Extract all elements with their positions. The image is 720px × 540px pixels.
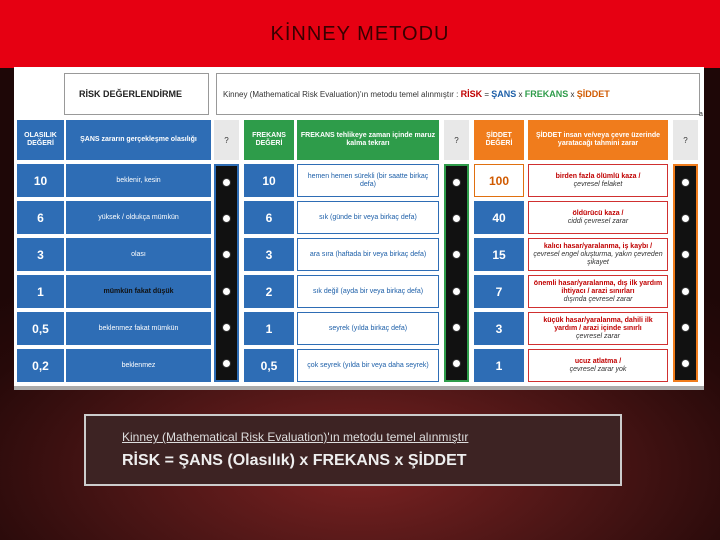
- siddet-value: [474, 164, 524, 197]
- olasilik-value: 1: [17, 275, 64, 308]
- siddet-sub: çevresel felaket: [573, 180, 623, 188]
- frekans-value: 10: [244, 164, 294, 197]
- radio-dot-icon[interactable]: [452, 359, 461, 368]
- siddet-value: 40: [474, 201, 524, 234]
- formula-note-box: [84, 414, 622, 486]
- col-sans-question: ?: [214, 120, 239, 160]
- frekans-value: 6: [244, 201, 294, 234]
- kinney-table-image: [14, 67, 704, 390]
- col-frekans-header: FREKANS tehlikeye zaman içinde maruz kalma tekrarı: [297, 120, 439, 160]
- title-bar: [0, 0, 720, 68]
- radio-dot-icon[interactable]: [452, 250, 461, 259]
- frekans-radio-dots: [444, 164, 469, 382]
- olasilik-value: 0,2: [17, 349, 64, 382]
- sans-text: beklenir, kesin: [66, 164, 211, 197]
- siddet-value-number: 100: [488, 173, 510, 188]
- formula-frekans: FREKANS: [524, 89, 569, 99]
- radio-dot-icon[interactable]: [681, 250, 690, 259]
- col-frekans-value-header: FREKANS DEĞERİ: [244, 120, 294, 160]
- col-frekans-question: ?: [444, 120, 469, 160]
- col-siddet-header: ŞİDDET insan ve/veya çevre üzerinde yaratacağı tahmini zarar: [528, 120, 668, 160]
- radio-dot-icon[interactable]: [452, 287, 461, 296]
- sans-text: beklenmez fakat mümkün: [66, 312, 211, 345]
- radio-dot-icon[interactable]: [681, 214, 690, 223]
- frekans-text: ara sıra (haftada bir veya birkaç defa): [297, 238, 439, 271]
- kinney-prefix: Kinney (Mathematical Risk Evaluation)'ın metodu temel alınmıştır :: [223, 89, 459, 99]
- siddet-value: 7: [474, 275, 524, 308]
- radio-dot-icon[interactable]: [681, 323, 690, 332]
- frekans-value: 3: [244, 238, 294, 271]
- frekans-text: sık (günde bir veya birkaç defa): [297, 201, 439, 234]
- radio-dot-icon[interactable]: [222, 178, 231, 187]
- siddet-text: [528, 238, 668, 271]
- col-olasilik-header: OLASILIK DEĞERİ: [17, 120, 64, 160]
- radio-dot-icon[interactable]: [681, 178, 690, 187]
- siddet-main: öldürücü kaza /: [572, 209, 624, 217]
- siddet-text: [528, 349, 668, 382]
- risk-assessment-label: RİSK DEĞERLENDİRME: [64, 73, 209, 115]
- formula-risk: RİSK: [460, 89, 483, 99]
- siddet-value: 1: [474, 349, 524, 382]
- formula-eq: =: [484, 89, 490, 99]
- siddet-main: ucuz atlatma /: [574, 357, 622, 365]
- formula-x2: x: [570, 89, 575, 99]
- olasilik-value: 6: [17, 201, 64, 234]
- formula-sans: ŞANS: [491, 89, 517, 99]
- col-siddet-question: ?: [673, 120, 698, 160]
- frekans-value: 1: [244, 312, 294, 345]
- olasilik-value: 3: [17, 238, 64, 271]
- siddet-sub: çevresel engel oluşturma, yakın çevreden şikayet: [533, 250, 663, 266]
- corner-mark: a: [699, 110, 703, 118]
- note-line-formula: RİSK = ŞANS (Olasılık) x FREKANS x ŞİDDET: [122, 452, 467, 469]
- frekans-text: hemen hemen sürekli (bir saatte birkaç defa): [297, 164, 439, 197]
- siddet-sub: çevresel zarar yok: [569, 365, 627, 373]
- formula-siddet: ŞİDDET: [576, 89, 610, 99]
- frekans-text: sık değil (ayda bir veya birkaç defa): [297, 275, 439, 308]
- siddet-main: önemli hasar/yaralanma, dış ilk yardım ihtiyacı / arazi sınırları: [533, 279, 663, 295]
- radio-dot-icon[interactable]: [452, 178, 461, 187]
- formula-x1: x: [518, 89, 523, 99]
- radio-dot-icon[interactable]: [452, 214, 461, 223]
- radio-dot-icon[interactable]: [681, 287, 690, 296]
- siddet-sub: ciddi çevresel zarar: [567, 217, 629, 225]
- radio-dot-icon[interactable]: [222, 250, 231, 259]
- siddet-text: [528, 201, 668, 234]
- frekans-text: seyrek (yılda birkaç defa): [297, 312, 439, 345]
- sans-text: yüksek / oldukça mümkün: [66, 201, 211, 234]
- olasilik-value: 0,5: [17, 312, 64, 345]
- frekans-text: çok seyrek (yılda bir veya daha seyrek): [297, 349, 439, 382]
- sans-text: olası: [66, 238, 211, 271]
- sans-text: mümkün fakat düşük: [66, 275, 211, 308]
- sans-radio-dots: [214, 164, 239, 382]
- siddet-sub: çevresel zarar: [576, 332, 620, 340]
- siddet-radio-dots: [673, 164, 698, 382]
- sans-text: beklenmez: [66, 349, 211, 382]
- radio-dot-icon[interactable]: [681, 359, 690, 368]
- siddet-text: [528, 164, 668, 197]
- radio-dot-icon[interactable]: [452, 323, 461, 332]
- siddet-main: kalıcı hasar/yaralanma, iş kaybı /: [543, 242, 653, 250]
- radio-dot-icon[interactable]: [222, 359, 231, 368]
- page-title: KİNNEY METODU: [270, 22, 450, 45]
- siddet-sub: dışında çevresel zarar: [563, 295, 633, 303]
- siddet-value: 3: [474, 312, 524, 345]
- col-sans-header: ŞANS zararın gerçekleşme olasılığı: [66, 120, 211, 160]
- note-line-kinney: Kinney (Mathematical Risk Evaluation)'ın metodu temel alınmıştır: [122, 430, 469, 444]
- radio-dot-icon[interactable]: [222, 214, 231, 223]
- siddet-text: [528, 312, 668, 345]
- siddet-main: küçük hasar/yaralanma, dahili ilk yardım / arazi içinde sınırlı: [543, 316, 653, 332]
- olasilik-value: 10: [17, 164, 64, 197]
- radio-dot-icon[interactable]: [222, 323, 231, 332]
- frekans-value: 2: [244, 275, 294, 308]
- siddet-value: 15: [474, 238, 524, 271]
- kinney-formula-box: [216, 73, 700, 115]
- siddet-main: birden fazla ölümlü kaza /: [555, 172, 641, 180]
- siddet-text: [528, 275, 668, 308]
- radio-dot-icon[interactable]: [222, 287, 231, 296]
- frekans-value: 0,5: [244, 349, 294, 382]
- col-siddet-value-header: ŞİDDET DEĞERİ: [474, 120, 524, 160]
